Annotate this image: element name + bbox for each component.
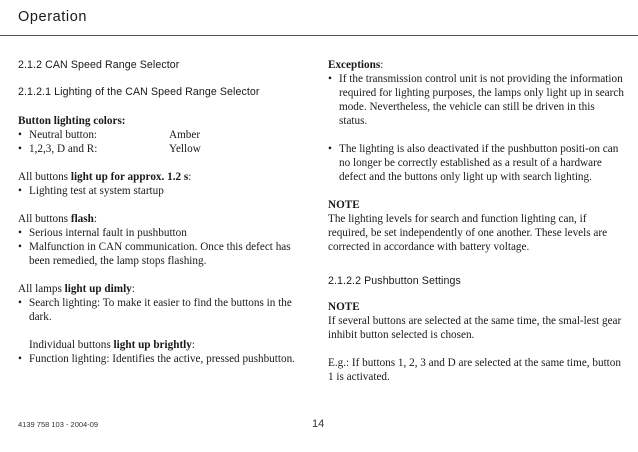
note-text: The lighting levels for search and function lighting can, if required, be set independently of one another. These levels are corrected in accordance with battery voltage. — [328, 213, 608, 253]
left-column — [18, 58, 308, 366]
list-item: • Lighting test at system startup — [18, 185, 164, 197]
list-item: • Neutral button: Amber — [18, 129, 201, 141]
lightup-heading: All buttons light up for approx. 1.2 s: — [18, 171, 192, 183]
list-item: • Serious internal fault in pushbutton — [18, 227, 187, 239]
subsection-heading: 2.1.2.2 Pushbutton Settings — [328, 275, 461, 287]
flash-heading: All buttons flash: — [18, 213, 97, 225]
note-title: NOTE — [328, 199, 360, 211]
subsection-heading: 2.1.2.1 Lighting of the CAN Speed Range Selector — [18, 86, 260, 98]
colors-list — [18, 128, 308, 156]
note-text: If several buttons are selected at the same time, the smal-lest gear inhibit button selected is chosen. — [328, 315, 622, 341]
right-column — [328, 58, 624, 384]
note-title: NOTE — [328, 301, 360, 313]
list-item: • If the transmission control unit is not providing the information required for lighting purposes, the lamps only light up in search mode. Nevertheless, the vehicle can still be driven in this status. — [328, 73, 624, 127]
document-id: 4139 758 103 - 2004-09 — [18, 420, 99, 429]
list-item: • Function lighting: Identifies the active, pressed pushbutton. — [18, 353, 295, 365]
list-item: • The lighting is also deactivated if the pushbutton positi-on can no longer be correctly established as a result of a hardware defect and the buttons only light up with search lighting. — [328, 143, 619, 183]
section-heading: 2.1.2 CAN Speed Range Selector — [18, 59, 180, 71]
colors-title: Button lighting colors: — [18, 115, 126, 127]
list-item: • 1,2,3, D and R: Yellow — [18, 143, 201, 155]
exceptions-title: Exceptions: — [328, 59, 384, 71]
bright-heading: Individual buttons light up brightly: — [29, 339, 195, 351]
header-rule — [0, 35, 638, 36]
page-header-title: Operation — [18, 9, 88, 25]
list-item: • Malfunction in CAN communication. Once this defect has been remedied, the lamp stops flashing. — [18, 241, 291, 267]
page-number: 14 — [312, 418, 325, 430]
example-text: E.g.: If buttons 1, 2, 3 and D are selected at the same time, button 1 is activated. — [328, 357, 621, 383]
dim-heading: All lamps light up dimly: — [18, 283, 135, 295]
list-item: • Search lighting: To make it easier to find the buttons in the dark. — [18, 297, 292, 323]
